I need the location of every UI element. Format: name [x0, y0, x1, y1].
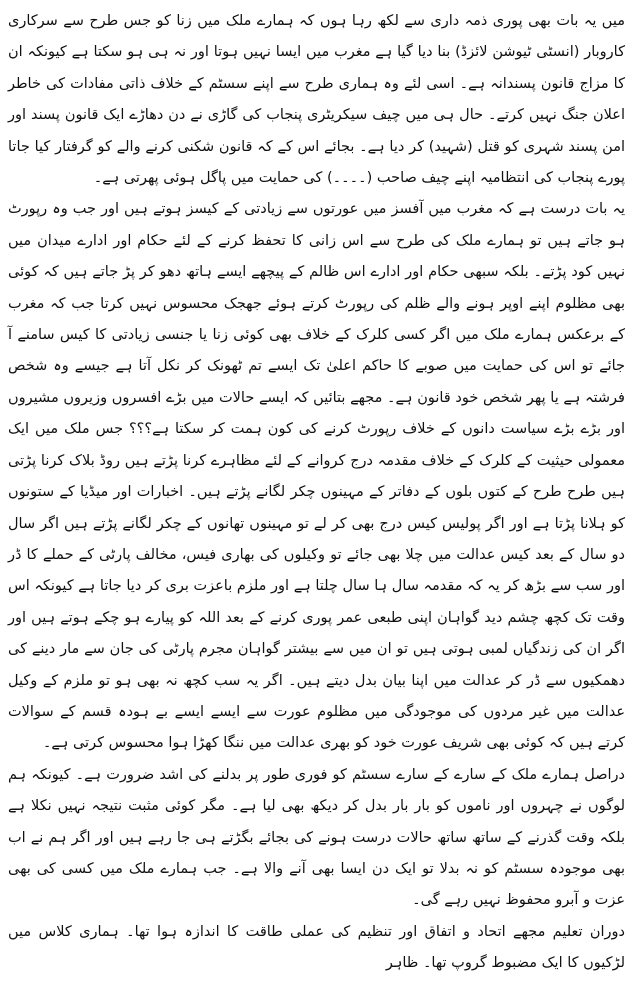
article-body [8, 6, 625, 972]
paragraph-1: میں یہ بات بھی پوری ذمہ داری سے لکھ رہا ہوں کہ ہمارے ملک میں زنا کو جس طرح سے سرکاری کاروبار (انسٹی ٹیوشن لائزڈ) بنا دیا گیا ہے مغرب میں ایسا نہیں ہوتا اور نہ ہی ہو سکتا ہے کیونکہ ان کا مزاج قانون پسندانہ ہے۔ اسی لئے وہ ہماری طرح سے اپنے سسٹم کے خلاف ذاتی مفادات کی خاطر اعلان جنگ نہیں کرتے۔ حال ہی میں چیف سیکریٹری پنجاب کی گاڑی نے دن دھاڑے ایک قانون پسند اور امن پسند شہری کو قتل (شہید) کر دیا ہے۔ بجائے اس کے کہ قانون شکنی کرنے والے کو گرفتار کیا جاتا پورے پنجاب کی انتظامیہ اپنے چیف صاحب (۔۔۔۔) کی حمایت میں پاگل ہوئی پھرتی ہے۔ [8, 13, 625, 187]
paragraph-2: یہ بات درست ہے کہ مغرب میں آفسز میں عورتوں سے زیادتی کے کیسز ہوتے ہیں اور جب وہ رپورٹ ہو جاتے ہیں تو ہمارے ملک کی طرح سے اس زانی کا تحفظ کرنے کے لئے حکام اور ادارے میدان میں نہیں کود پڑتے۔ بلکہ سبھی حکام اور ادارے اس ظالم کے پیچھے ایسے ہاتھ دھو کر پڑ جاتے ہیں کہ کوئی بھی مظلوم اپنے اوپر ہونے والے ظلم کی رپورٹ کرتے ہوئے جھجک محسوس نہیں کرتا جب کہ مغرب کے برعکس ہمارے ملک میں اگر کسی کلرک کے خلاف بھی کوئی زنا یا جنسی زیادتی کا کیس سامنے آ جائے تو اس کی حمایت میں صوبے کا حاکم اعلیٰ تک ایسے تم ٹھونک کر نکل آتا ہے جیسے وہ شخص فرشتہ ہے یا پھر شخص خود قانون ہے۔ مجھے بتائیں کہ ایسے حالات میں بڑے افسروں وزیروں مشیروں اور بڑے بڑے سیاست دانوں کے خلاف رپورٹ کرنے کی کون ہمت کر سکتا ہے؟؟؟ جس ملک میں ایک معمولی حیثیت کے کلرک کے خلاف مقدمہ درج کروانے کے لئے مظاہرے کرنا پڑتے ہیں روڈ بلاک کرنا پڑتی ہیں طرح طرح کے کتوں بلوں کے دفاتر کے مہینوں چکر لگانے پڑتے ہیں۔ اخبارات اور میڈیا کے ستونوں کو ہلانا پڑتا ہے اور اگر پولیس کیس درج بھی کر لے تو مہینوں تھانوں کے چکر لگانے پڑتے ہیں اگر سال دو سال کے بعد کیس عدالت میں چلا بھی جائے تو وکیلوں کی بھاری فیس، مخالف پارٹی کے حملے کا ڈر اور سب سے بڑھ کر یہ کہ مقدمہ سال ہا سال چلتا ہے اور ملزم باعزت بری کر دیا جاتا ہے کیونکہ اس وقت تک کچھ چشم دید گواہان اپنی طبعی عمر پوری کرنے کے بعد اللہ کو پیارے ہو چکے ہوتے ہیں اور اگر ان کی زندگیاں لمبی ہوتی ہیں تو ان میں سے بیشتر گواہان مجرم پارٹی کی جان سے مار دینے کی دھمکیوں سے ڈر کر عدالت میں اپنا بیان بدل دیتے ہیں۔ اگر یہ سب کچھ نہ بھی ہو تو ملزم کے وکیل عدالت میں غیر مردوں کی موجودگی میں مظلوم عورت سے ایسے ایسے بے ہودہ قسم کے سوالات کرتے ہیں کہ کوئی بھی شریف عورت خود کو بھری عدالت میں ننگا کھڑا ہوا محسوس کرتی ہے۔ [8, 201, 625, 752]
paragraph-3: دراصل ہمارے ملک کے سارے کے سارے سسٹم کو فوری طور پر بدلنے کی اشد ضرورت ہے۔ کیونکہ ہم لوگوں نے چہروں اور ناموں کو بار بار بدل کر دیکھ بھی لیا ہے۔ مگر کوئی مثبت نتیجہ نہیں نکلا ہے بلکہ وقت گذرنے کے ساتھ ساتھ حالات درست ہونے کی بجائے بگڑتے ہی جا رہے ہیں اور اگر ہم نے اب بھی موجودہ سسٹم کو نہ بدلا تو ایک دن ایسا بھی آنے والا ہے۔ جب ہمارے ملک میں کسی کی بھی عزت و آبرو محفوظ نہیں رہے گی۔ [8, 766, 625, 909]
paragraph-4: دوران تعلیم مجھے اتحاد و اتفاق اور تنظیم کی عملی طاقت کا اندازہ ہوا تھا۔ ہماری کلاس میں لڑکیوں کا ایک مضبوط گروپ تھا۔ ظاہر [8, 923, 625, 972]
